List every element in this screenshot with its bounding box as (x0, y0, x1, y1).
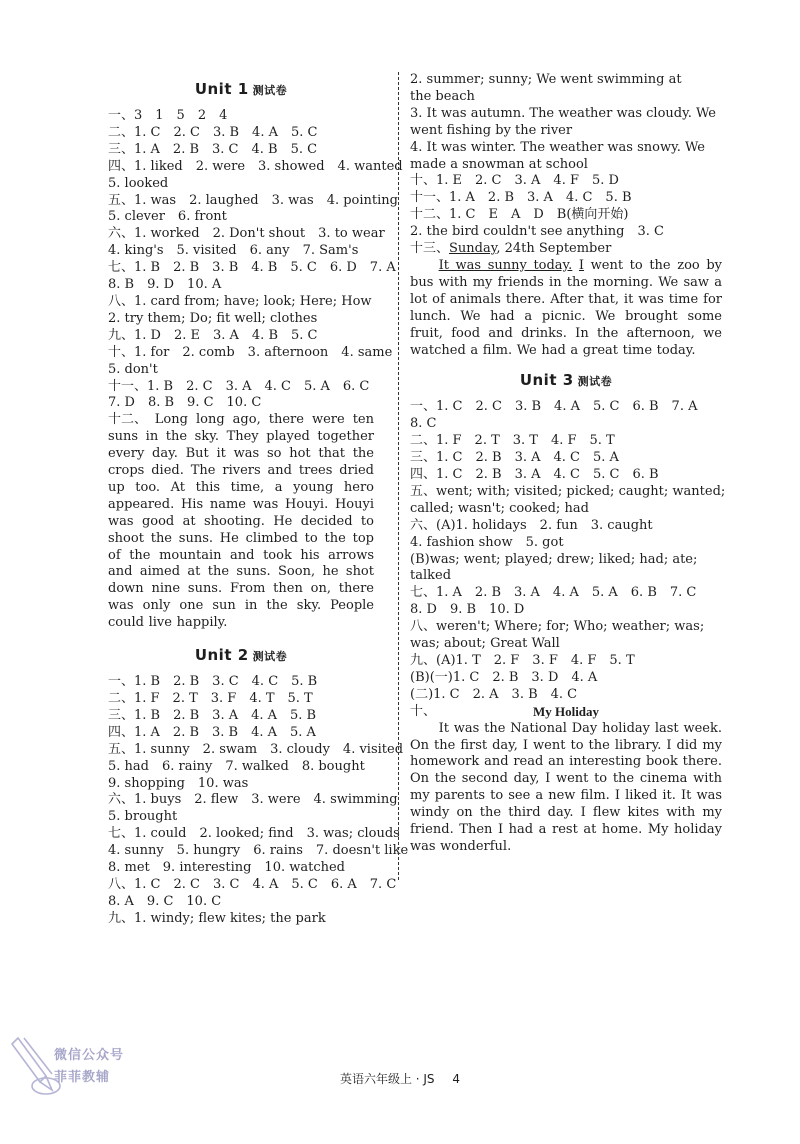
q13-date-underlined: Sunday (449, 241, 497, 257)
answer-line: 六、1. worked 2. Don't shout 3. to wear (108, 226, 385, 242)
answer-line: 四、1. A 2. B 3. B 4. A 5. A (108, 724, 316, 740)
unit2-title-suffix: 测试卷 (252, 650, 288, 664)
page-number: 4 (452, 1072, 461, 1086)
unit2-essay-underlined-1: It was sunny today. (438, 257, 573, 273)
answer-line: 2. summer; sunny; We went swimming at (410, 72, 682, 87)
answer-line: 十二、1. C E A D B(横向开始) (410, 207, 629, 223)
answer-line: 九、1. D 2. E 3. A 4. B 5. C (108, 327, 318, 343)
answer-line: 8. A 9. C 10. C (108, 893, 222, 909)
answer-line: 8. C (410, 416, 437, 432)
answer-line: 六、1. buys 2. flew 3. were 4. swimming (108, 792, 398, 808)
unit1-title (108, 80, 374, 98)
answer-line: talked (410, 568, 452, 584)
unit1-answer-list (108, 108, 403, 412)
answer-line: 十一、1. B 2. C 3. A 4. C 5. A 6. C (108, 378, 370, 394)
answer-line: 八、1. card from; have; look; Here; How (108, 293, 372, 309)
footer-book-title: 英语六年级上 · JS (339, 1072, 435, 1086)
unit1-essay (108, 412, 374, 632)
answer-line: 五、went; with; visited; picked; caught; wanted; (410, 483, 726, 499)
answer-line: 四、1. C 2. B 3. A 4. C 5. C 6. B (410, 467, 659, 483)
answer-line: 六、(A)1. holidays 2. fun 3. caught (410, 517, 653, 533)
answer-line: 4. sunny 5. hungry 6. rains 7. doesn't like (108, 843, 409, 859)
unit2-continued-answer-list (410, 72, 722, 241)
column-divider (398, 72, 399, 880)
answer-line: 八、1. C 2. C 3. C 4. A 5. C 6. A 7. C (108, 876, 397, 892)
answer-line: 8. met 9. interesting 10. watched (108, 860, 345, 876)
pencil-icon (10, 1030, 70, 1100)
unit1-essay-text: Long long ago, there were ten suns in the sky. They played together every day. But it was so hot that the crops died. The rivers and trees dried up too. At this time, a young hero appeared. His name was Houyi. Houyi was good at shooting. He decided to shoot the suns. He climbed to the top of the mountain and took his arrows and aimed at the suns. Soon, he shot down nine suns. From then on, there was only one sun in the sky. People could live happily. (108, 412, 374, 631)
answer-line: was; about; Great Wall (410, 636, 560, 652)
answer-line: 7. D 8. B 9. C 10. C (108, 395, 262, 411)
unit1-essay-label: 十二、 (108, 412, 148, 428)
answer-line: 5. brought (108, 809, 178, 825)
answer-line: 十一、1. A 2. B 3. A 4. C 5. B (410, 190, 632, 206)
answer-line: 三、1. A 2. B 3. C 4. B 5. C (108, 141, 318, 157)
answer-line: 5. had 6. rainy 7. walked 8. bought (108, 758, 365, 774)
answer-line: 5. clever 6. front (108, 209, 227, 225)
unit3-answer-list (410, 399, 726, 703)
q13-date-rest: , 24th September (496, 241, 612, 257)
answer-line: 二、1. F 2. T 3. T 4. F 5. T (410, 433, 615, 449)
answer-line: 一、3 1 5 2 4 (108, 108, 228, 123)
answer-line: 十、1. E 2. C 3. A 4. F 5. D (410, 173, 619, 189)
q13-label: 十三、 (410, 241, 450, 257)
unit2-title-text: Unit 2 (194, 646, 249, 665)
answer-line: 5. don't (108, 361, 158, 377)
answer-line: 十、1. for 2. comb 3. afternoon 4. same (108, 344, 393, 360)
watermark-line-2: 菲菲教辅 (54, 1070, 111, 1085)
answer-line: 三、1. B 2. B 3. A 4. A 5. B (108, 707, 317, 723)
unit3-title-suffix: 测试卷 (577, 375, 613, 389)
answer-line: 一、1. C 2. C 3. B 4. A 5. C 6. B 7. A (410, 399, 698, 415)
unit2-essay-underlined-2: I (578, 257, 585, 273)
answer-line: 2. the bird couldn't see anything 3. C (410, 224, 664, 240)
answer-line: 2. try them; Do; fit well; clothes (108, 310, 318, 326)
answer-line: (二)1. C 2. A 3. B 4. C (410, 686, 578, 702)
answer-line: 五、1. sunny 2. swam 3. cloudy 4. visited (108, 741, 404, 757)
answer-line: 三、1. C 2. B 3. A 4. C 5. A (410, 450, 619, 466)
watermark (10, 1030, 140, 1100)
answer-line: 二、1. C 2. C 3. B 4. A 5. C (108, 124, 318, 140)
answer-line: 4. fashion show 5. got (410, 534, 564, 550)
left-column (108, 72, 409, 928)
unit3-title (410, 371, 722, 389)
unit3-essay-title: My Holiday (532, 703, 600, 719)
answer-line: 一、1. B 2. B 3. C 4. C 5. B (108, 674, 318, 690)
answer-line: 4. It was winter. The weather was snowy. We (410, 139, 705, 155)
answer-line: 3. It was autumn. The weather was cloudy. We (410, 105, 716, 121)
answer-line: 七、1. A 2. B 3. A 4. A 5. A 6. B 7. C (410, 585, 697, 601)
answer-line: called; wasn't; cooked; had (410, 500, 589, 516)
answer-line: 八、weren't; Where; for; Who; weather; was; (410, 619, 705, 635)
answer-line: 8. D 9. B 10. D (410, 602, 525, 618)
right-column (410, 72, 726, 856)
unit2-title (108, 646, 374, 664)
answer-line: 九、(A)1. T 2. F 3. F 4. F 5. T (410, 653, 635, 668)
answer-line: (B)was; went; played; drew; liked; had; ate; (410, 551, 698, 567)
watermark-line-1: 微信公众号 (54, 1048, 125, 1063)
unit2-answer-list (108, 674, 409, 928)
unit3-essay-text: It was the National Day holiday last week. On the first day, I went to the library. I did my homework and read an interesting book there. On the second day, I went to the cinema with my parents to see a new film. I liked it. It was windy on the third day. I flew kites with my friend. Then I had a rest at home. My holiday was wonderful. (410, 720, 722, 854)
unit2-essay (410, 258, 722, 359)
answer-line: (B)(一)1. C 2. B 3. D 4. A (410, 669, 598, 685)
answer-line: 四、1. liked 2. were 3. showed 4. wanted (108, 158, 403, 174)
unit2-essay-rest: went to the zoo by bus with my friends in the morning. We saw a lot of animals there. After that, it was time for lunch. We had a picnic. We brought some fruit, food and drinks. In the afternoon, we watched a film. We had a great time today. (410, 257, 722, 358)
answer-line: the beach (410, 88, 475, 104)
answer-line: 七、1. B 2. B 3. B 4. B 5. C 6. D 7. A (108, 260, 396, 276)
unit1-title-suffix: 测试卷 (252, 84, 288, 97)
answer-line: 七、1. could 2. looked; find 3. was; clouds (108, 826, 400, 842)
answer-line: 五、1. was 2. laughed 3. was 4. pointing (108, 192, 398, 208)
answer-line: 4. king's 5. visited 6. any 7. Sam's (108, 243, 359, 259)
unit3-title-text: Unit 3 (519, 371, 574, 390)
answer-line: 5. looked (108, 175, 169, 191)
answer-line: made a snowman at school (410, 156, 588, 172)
answer-line: went fishing by the river (410, 122, 573, 138)
unit2-q13-date (410, 241, 722, 258)
unit3-essay-label: 十、 (410, 703, 437, 719)
answer-line: 9. shopping 10. was (108, 775, 249, 791)
answer-line: 九、1. windy; flew kites; the park (108, 910, 326, 926)
answer-line: 二、1. F 2. T 3. F 4. T 5. T (108, 691, 313, 707)
answer-line: 8. B 9. D 10. A (108, 277, 222, 293)
unit1-title-text: Unit 1 (194, 80, 249, 98)
